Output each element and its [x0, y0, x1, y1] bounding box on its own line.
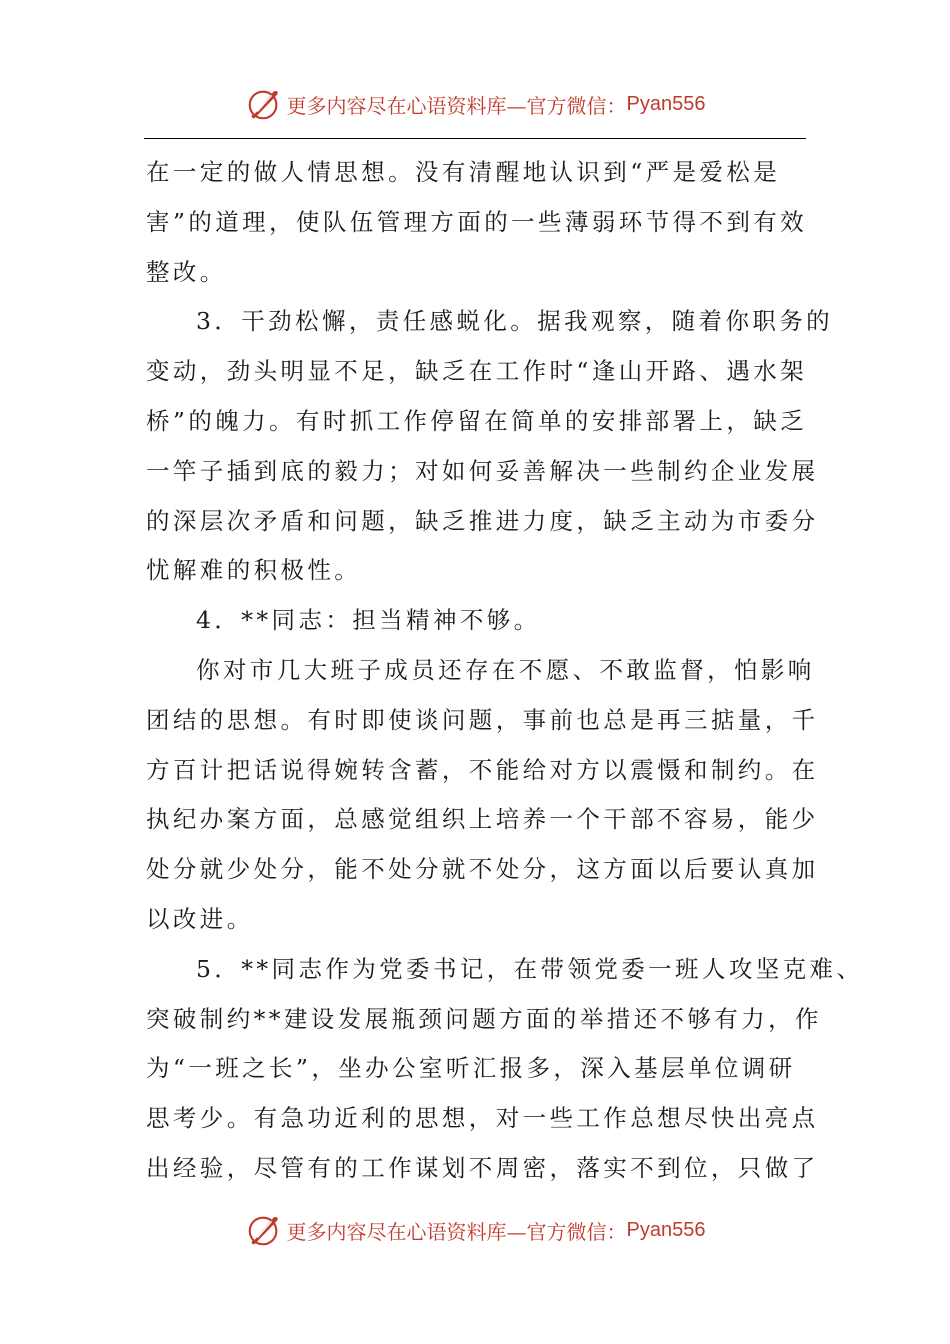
header-banner [0, 82, 950, 126]
text-line: 思考少。有急功近利的思想，对一些工作总想尽快出亮点 [146, 1104, 819, 1133]
quill-pen-icon [245, 85, 283, 123]
text-line: 在一定的做人情思想。没有清醒地认识到“严是爱松是 [146, 158, 781, 186]
text-line: 整改。 [146, 257, 227, 286]
paragraph-start: 你对市几大班子成员还存在不愿、不敢监督，怕影响 [196, 655, 815, 684]
text-line: 突破制约**建设发展瓶颈问题方面的举措还不够有力，作 [146, 1004, 822, 1033]
text-line: 团结的思想。有时即使谈问题，事前也总是再三掂量，千 [146, 705, 819, 734]
text-line: 执纪办案方面，总感觉组织上培养一个干部不容易，能少 [146, 805, 819, 834]
text-line: 忧解难的积极性。 [146, 556, 362, 585]
footer-wechat-id: Pyan556 [626, 1218, 706, 1241]
quill-pen-icon [245, 1211, 283, 1249]
header-wechat-id: Pyan556 [626, 92, 706, 115]
text-line: 变动，劲头明显不足，缺乏在工作时“逢山开路、遇水架 [146, 357, 808, 386]
footer-banner-text: 更多内容尽在心语资料库—官方微信： [286, 1219, 627, 1244]
header-divider [144, 138, 806, 139]
document-body [146, 148, 864, 1194]
text-line: 害”的道理，使队伍管理方面的一些薄弱环节得不到有效 [146, 207, 808, 236]
text-line: 为“一班之长”，坐办公室听汇报多，深入基层单位调研 [146, 1054, 796, 1083]
text-line: 出经验，尽管有的工作谋划不周密，落实不到位，只做了 [146, 1153, 819, 1182]
paragraph-start-5: 5．**同志作为党委书记，在带领党委一班人攻坚克难、 [196, 954, 864, 983]
text-line: 的深层次矛盾和问题，缺乏推进力度，缺乏主动为市委分 [146, 506, 819, 535]
text-line: 桥”的魄力。有时抓工作停留在简单的安排部署上，缺乏 [146, 406, 808, 435]
text-line: 以改进。 [146, 904, 254, 933]
paragraph-start-3: 3．干劲松懈，责任感蜕化。据我观察，随着你职务的 [196, 307, 834, 336]
text-line: 处分就少处分，能不处分就不处分，这方面以后要认真加 [146, 855, 819, 884]
paragraph-start-4: 4．**同志：担当精神不够。 [196, 606, 541, 635]
header-banner-text: 更多内容尽在心语资料库—官方微信： [286, 93, 627, 118]
footer-banner [0, 1208, 950, 1252]
text-line: 一竿子插到底的毅力；对如何妥善解决一些制约企业发展 [146, 456, 819, 485]
text-line: 方百计把话说得婉转含蓄，不能给对方以震慑和制约。在 [146, 755, 819, 784]
